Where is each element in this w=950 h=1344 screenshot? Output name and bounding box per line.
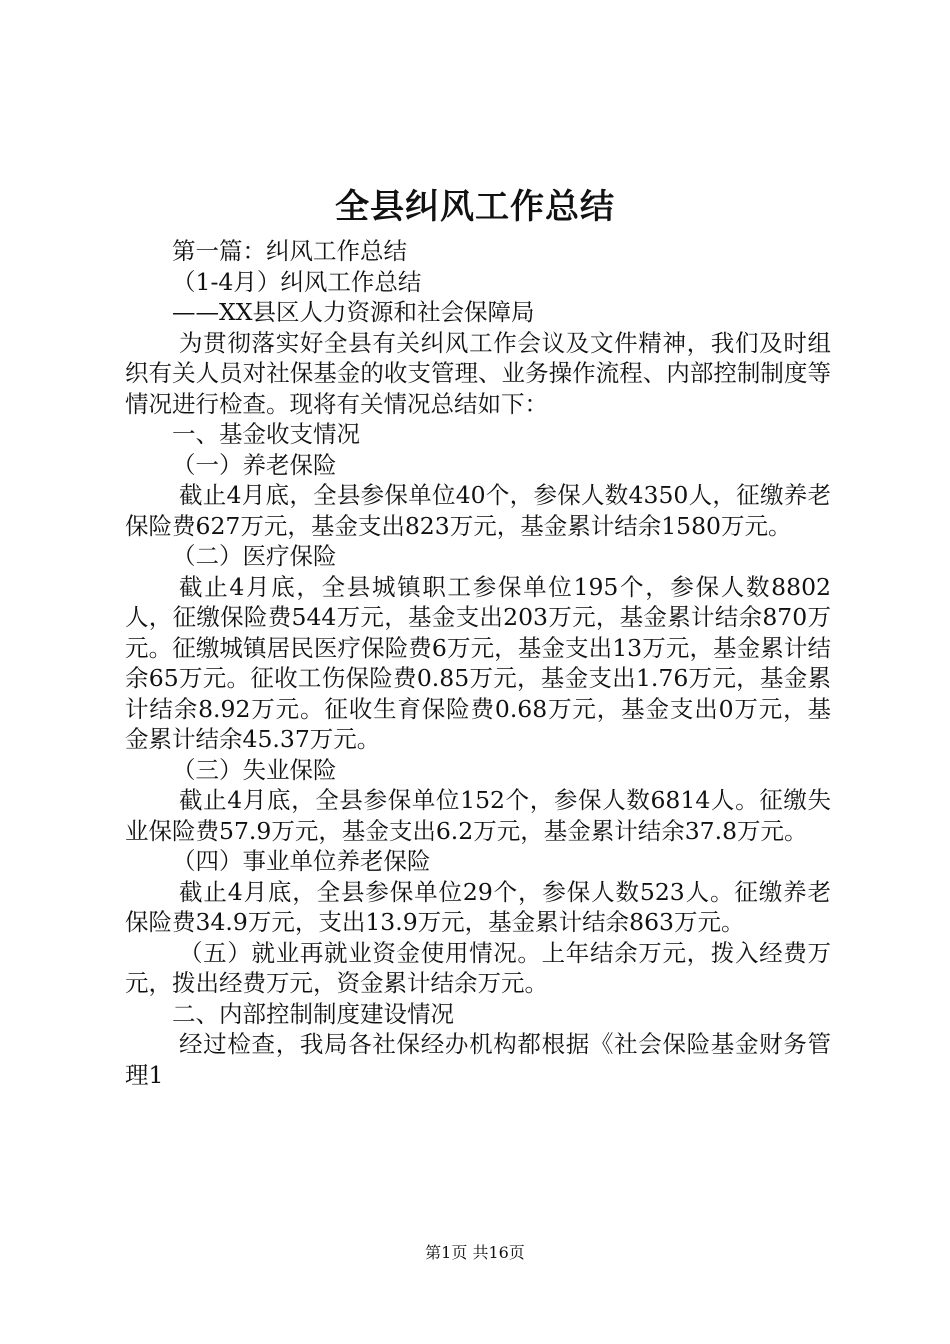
subtitle-line: （1-4月）纠风工作总结	[172, 267, 422, 296]
section-heading: 二、内部控制制度建设情况	[172, 999, 454, 1028]
page-number-footer: 第1页 共16页	[425, 1243, 525, 1262]
body-paragraph: 为贯彻落实好全县有关纠风工作会议及文件精神，我们及时组织有关人员对社保基金的收支管理、业务操作流程、内部控制制度等情况进行检查。现将有关情况总结如下：	[125, 328, 831, 418]
body-paragraph: 截止4月底，全县城镇职工参保单位195个，参保人数8802人，征缴保险费544万元，基金支出203万元，基金累计结余870万元。征缴城镇居民医疗保险费6万元，基金支出13万元，基金累计结余65万元。征收工伤保险费0.85万元，基金支出1.76万元，基金累计结余8.92万元。征收生育保险费0.68万元，基金支出0万元，基金累计结余45.37万元。	[125, 572, 831, 753]
subsection-heading: （三）失业保险	[172, 755, 337, 784]
body-paragraph: （五）就业再就业资金使用情况。上年结余万元，拨入经费万元，拨出经费万元，资金累计结余万元。	[125, 938, 831, 997]
section-heading: 一、基金收支情况	[172, 420, 360, 448]
subsection-heading: （二）医疗保险	[172, 542, 337, 570]
document-title: 全县纠风工作总结	[335, 187, 615, 227]
section-heading: 第一篇：纠风工作总结	[172, 237, 407, 265]
body-paragraph: 截止4月底，全县参保单位40个，参保人数4350人，征缴养老保险费627万元，基金支出823万元，基金累计结余1580万元。	[125, 481, 831, 540]
subsection-heading: （一）养老保险	[172, 450, 337, 479]
body-paragraph: 截止4月底，全县参保单位152个，参保人数6814人。征缴失业保险费57.9万元，基金支出6.2万元，基金累计结余37.8万元。	[125, 786, 831, 845]
author-line: ——XX县区人力资源和社会保障局	[172, 298, 535, 326]
subsection-heading: （四）事业单位养老保险	[172, 847, 431, 875]
body-paragraph: 经过检查，我局各社保经办机构都根据《社会保险基金财务管理1	[125, 1030, 831, 1089]
body-paragraph: 截止4月底，全县参保单位29个，参保人数523人。征缴养老保险费34.9万元，支出13.9万元，基金累计结余863万元。	[125, 877, 831, 936]
document-body	[125, 236, 831, 1090]
